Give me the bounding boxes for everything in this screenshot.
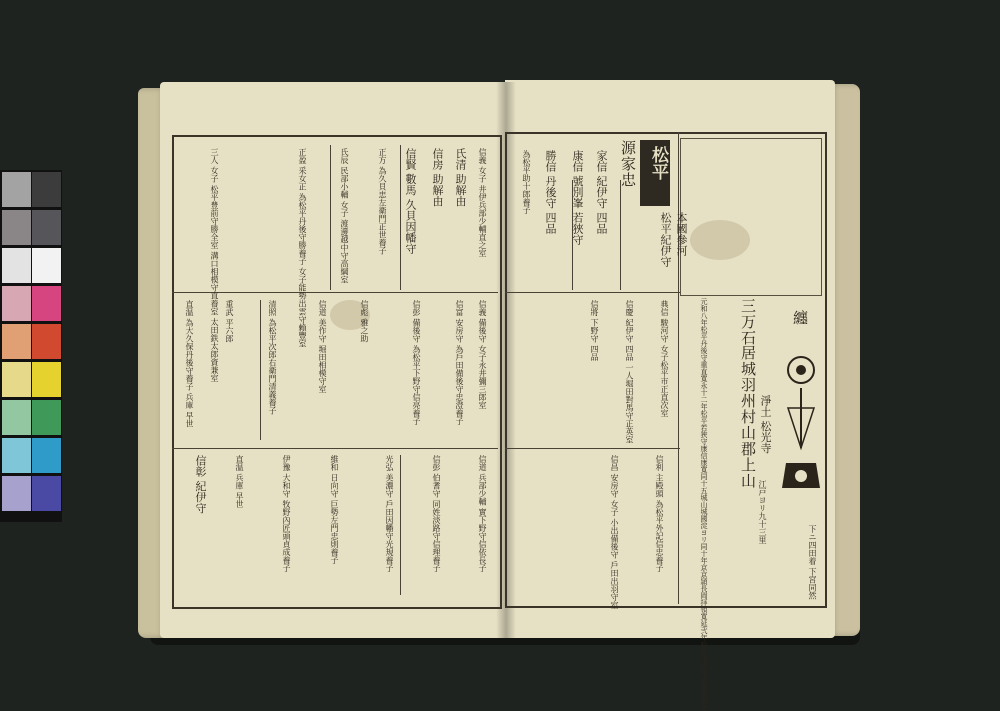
entry-column: 為松平助十郎養子 [522, 150, 531, 214]
entry-column: 信彭 伯耆守 同姓淡路守信理養子 [432, 455, 441, 573]
distance: 江戸ヨリ九十三里 [758, 480, 767, 544]
entry-column: 典信 駿河守 女子松平市正直次室 [660, 300, 669, 418]
entry-column: 信彰 紀伊守 [194, 455, 207, 514]
tier-divider [505, 292, 680, 293]
income: 三万石 [739, 298, 757, 346]
entry-column: 伊豫 大和守 牧野內匠頭貞成養子 [282, 455, 291, 573]
family-crest-icon [780, 348, 822, 508]
color-patch [2, 248, 31, 283]
entry-column: 維和 日向守 巨勢左門忠則養子 [330, 455, 339, 565]
entry-column: 正方 為久貝忠左衛門正世養子 [378, 148, 387, 255]
entry-column: 信道 兵部少輔 實下野守信依長子 [478, 455, 487, 573]
color-patch [2, 476, 31, 511]
tier-divider [172, 448, 498, 449]
entry-column: 信彪 雅之助 [360, 300, 369, 343]
entry-column: 三人 女子 松平豊前守勝全室 溝口相模守直養室 太田鉄太郎資兼室 [210, 148, 219, 383]
color-patch [32, 362, 61, 397]
crest-label: 纏 [791, 310, 809, 326]
province: 本國參河 [675, 212, 688, 256]
entry-column: 氏清 助解由 [454, 148, 467, 207]
temple: 淨土 松光寺 [759, 395, 772, 454]
column-divider [260, 300, 261, 440]
entry-column: 正盈 采女正 為松平丹後守勝養子 女子能勢出雲守賴豐室 [298, 148, 307, 348]
entry-column: 信將 下野守 四品 [590, 300, 599, 362]
entry-column: 康信 號別峯 若狹守 [571, 150, 584, 245]
column-divider [400, 455, 401, 595]
color-patch [32, 324, 61, 359]
entry-column: 直温 兵庫 早世 [235, 455, 244, 509]
entry-column: 信房 助解由 [431, 148, 444, 207]
side-note: 下ニ四田着 下宮同然 [808, 525, 817, 600]
color-patch [32, 172, 61, 207]
color-patch [2, 172, 31, 207]
tier-divider [172, 292, 498, 293]
entry-column: 光弘 美濃守 戶田因幡守光規養子 [385, 455, 394, 573]
entry-column: 勝信 丹後守 四品 [544, 150, 557, 234]
entry-column: 信彭 備後守 為松平下野守信亮養子 [412, 300, 421, 426]
column-divider [330, 145, 331, 290]
entry-column: 信賢 數馬 久貝因幡守 [404, 148, 417, 254]
color-patch [2, 324, 31, 359]
genealogy-note: 元和八年松平丹後守重直寬永十二年松平若狹守康信康寬同十五城山城國淀ヨリ同十年京京頴長岡拝領寬延弐年松平紀伊守信通後頒之 [700, 298, 708, 711]
color-patch [32, 210, 61, 245]
color-patch [2, 286, 31, 321]
color-patch [32, 438, 61, 473]
column-divider [620, 180, 621, 290]
entry-column: 信義 備後守 女子永井彌三郎室 [478, 300, 487, 410]
entry-column: 信昌 安房守 女子 小出備後守 戶田出羽守室 [610, 455, 619, 610]
castle: 居城羽州村山郡上山 [739, 345, 757, 489]
color-patch [2, 362, 31, 397]
color-patch [32, 248, 61, 283]
crest-box [680, 138, 822, 296]
entry-column: 信慶 紀伊守 四品 一人堀田對馬守正英室 [625, 300, 634, 444]
entry-column: 直温 為大久保丹後守養子 兵庫 早世 [185, 300, 194, 428]
color-checker [0, 170, 62, 522]
tier-divider [505, 448, 680, 449]
column-divider [400, 145, 401, 290]
entry-column: 重武 平六郎 [225, 300, 234, 343]
entry-column: 信道 美作守 堀田相模守室 [318, 300, 327, 394]
color-patch [32, 476, 61, 511]
entry-column: 信富 安房守 為戶田備後守忠澄養子 [455, 300, 464, 426]
clan-header: 松平 [648, 146, 668, 180]
name-heading: 源家忠 [619, 140, 637, 188]
color-patch [2, 438, 31, 473]
color-patch [32, 400, 61, 435]
family-label: 松平紀伊守 [659, 212, 672, 267]
entry-column: 清照 為松平次郎右衛門清義養子 [268, 300, 277, 415]
entry-column: 信義 女子 井伊兵部少輔直之室 [478, 148, 487, 258]
entry-column: 信利 主殿頭 為松平外記信忠養子 [655, 455, 664, 573]
entry-column: 氏辰 民部小輔 女子 渡邊越中守高綱室 [340, 148, 349, 284]
column-divider [678, 132, 679, 604]
color-patch [32, 286, 61, 321]
color-patch [2, 210, 31, 245]
entry-column: 家信 紀伊守 四品 [595, 150, 608, 234]
color-patch [2, 400, 31, 435]
